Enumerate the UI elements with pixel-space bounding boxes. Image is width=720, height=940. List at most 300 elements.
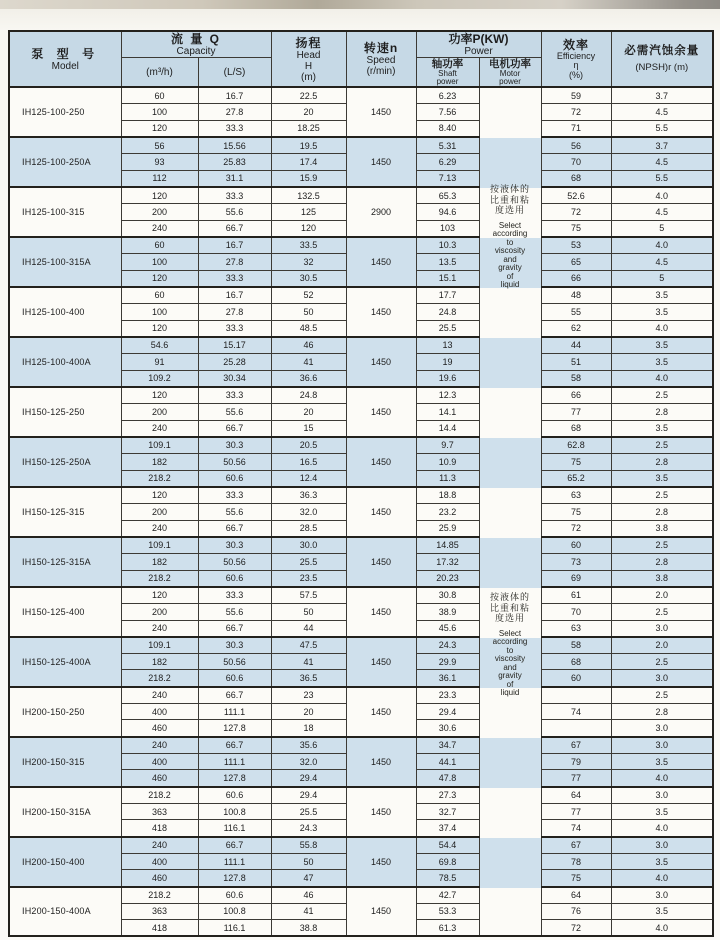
npsh-cell: 4.0 [611, 187, 713, 204]
subheader-ls [198, 58, 271, 88]
shaft-power-cell: 14.4 [416, 420, 479, 437]
npsh-cell: 3.5 [611, 470, 713, 487]
shaft-power-cell: 45.6 [416, 620, 479, 637]
efficiency-cell: 68 [541, 170, 611, 187]
efficiency-cell: 64 [541, 887, 611, 904]
flow-m3h-cell: 120 [121, 587, 198, 604]
head-cell: 25.5 [271, 803, 346, 820]
flow-m3h-cell: 240 [121, 420, 198, 437]
shaft-power-cell: 11.3 [416, 470, 479, 487]
flow-m3h-cell: 400 [121, 753, 198, 770]
shaft-power-cell: 36.1 [416, 670, 479, 687]
flow-m3h-cell: 363 [121, 803, 198, 820]
flow-ls-cell: 30.3 [198, 637, 271, 654]
flow-m3h-cell: 182 [121, 653, 198, 670]
head-cell: 46 [271, 887, 346, 904]
header-efficiency [541, 31, 611, 87]
head-cell: 25.5 [271, 553, 346, 570]
npsh-cell: 3.5 [611, 354, 713, 371]
flow-ls-cell: 50.56 [198, 653, 271, 670]
efficiency-cell: 62 [541, 320, 611, 337]
shaft-power-cell: 61.3 [416, 920, 479, 937]
head-cell: 20 [271, 703, 346, 720]
header-model [9, 31, 121, 87]
model-cell: IH125-100-400A [9, 337, 121, 387]
head-cell: 132.5 [271, 187, 346, 204]
efficiency-cell: 75 [541, 870, 611, 887]
head-cell: 35.6 [271, 737, 346, 754]
efficiency-cell: 69 [541, 570, 611, 587]
flow-ls-cell: 16.7 [198, 287, 271, 304]
flow-ls-cell: 66.7 [198, 737, 271, 754]
speed-cell: 1450 [346, 137, 416, 187]
efficiency-cell: 52.6 [541, 187, 611, 204]
npsh-cell: 5.5 [611, 120, 713, 137]
npsh-cell: 2.5 [611, 603, 713, 620]
header-efficiency-zh: 效率 [563, 37, 590, 52]
npsh-cell: 2.8 [611, 703, 713, 720]
efficiency-cell: 48 [541, 287, 611, 304]
flow-m3h-cell: 93 [121, 154, 198, 171]
head-cell: 20 [271, 403, 346, 420]
flow-ls-cell: 25.83 [198, 154, 271, 171]
npsh-cell: 4.5 [611, 254, 713, 271]
shaft-power-cell: 17.7 [416, 287, 479, 304]
shaft-power-cell: 30.6 [416, 720, 479, 737]
shaft-power-cell: 19.6 [416, 370, 479, 387]
efficiency-cell: 76 [541, 903, 611, 920]
header-speed-zh: 转速n [363, 41, 399, 55]
flow-m3h-cell: 240 [121, 737, 198, 754]
flow-ls-cell: 27.8 [198, 304, 271, 321]
npsh-cell: 3.5 [611, 304, 713, 321]
scan-edge-band [0, 0, 720, 9]
header-head-en: Head [296, 49, 321, 61]
spec-table-body [9, 87, 713, 936]
header-power-zh: 功率P(KW) [448, 32, 509, 46]
header-head-sym: H [304, 60, 313, 72]
flow-m3h-cell: 54.6 [121, 337, 198, 354]
flow-m3h-cell: 460 [121, 720, 198, 737]
npsh-cell: 2.8 [611, 503, 713, 520]
head-cell: 36.3 [271, 487, 346, 504]
efficiency-cell: 73 [541, 553, 611, 570]
efficiency-cell: 72 [541, 920, 611, 937]
efficiency-cell [541, 687, 611, 704]
speed-cell: 1450 [346, 737, 416, 787]
efficiency-cell: 75 [541, 220, 611, 237]
flow-ls-cell: 33.3 [198, 387, 271, 404]
shaft-power-cell: 14.85 [416, 537, 479, 554]
head-cell: 30.5 [271, 270, 346, 287]
flow-m3h-cell: 218.2 [121, 570, 198, 587]
flow-ls-cell: 33.3 [198, 487, 271, 504]
shaft-power-cell: 27.3 [416, 787, 479, 804]
npsh-cell: 4.0 [611, 820, 713, 837]
head-cell: 57.5 [271, 587, 346, 604]
speed-cell: 1450 [346, 237, 416, 287]
npsh-cell: 3.0 [611, 787, 713, 804]
flow-ls-cell: 60.6 [198, 787, 271, 804]
flow-ls-cell: 127.8 [198, 870, 271, 887]
shaft-power-cell: 20.23 [416, 570, 479, 587]
shaft-power-cell: 17.32 [416, 553, 479, 570]
shaft-power-cell: 29.4 [416, 703, 479, 720]
flow-ls-cell: 111.1 [198, 753, 271, 770]
shaft-power-cell: 15.1 [416, 270, 479, 287]
npsh-cell: 4.0 [611, 770, 713, 787]
subheader-shaft-en1: Shaft [438, 69, 457, 78]
shaft-power-cell: 44.1 [416, 753, 479, 770]
efficiency-cell: 61 [541, 587, 611, 604]
efficiency-cell: 74 [541, 820, 611, 837]
npsh-cell: 2.8 [611, 553, 713, 570]
efficiency-cell: 79 [541, 753, 611, 770]
flow-m3h-cell: 363 [121, 903, 198, 920]
flow-m3h-cell: 100 [121, 304, 198, 321]
flow-m3h-cell: 120 [121, 320, 198, 337]
model-cell: IH150-125-315A [9, 537, 121, 587]
speed-cell: 1450 [346, 87, 416, 137]
head-cell: 48.5 [271, 320, 346, 337]
npsh-cell: 3.0 [611, 720, 713, 737]
subheader-motor-power [479, 58, 541, 88]
header-power-en: Power [464, 46, 493, 57]
head-cell: 24.8 [271, 387, 346, 404]
shaft-power-cell: 37.4 [416, 820, 479, 837]
model-cell: IH125-100-250A [9, 137, 121, 187]
shaft-power-cell: 19 [416, 354, 479, 371]
npsh-cell: 3.8 [611, 570, 713, 587]
head-cell: 47 [271, 870, 346, 887]
head-cell: 38.8 [271, 920, 346, 937]
npsh-cell: 4.5 [611, 154, 713, 171]
speed-cell: 1450 [346, 537, 416, 587]
shaft-power-cell: 14.1 [416, 403, 479, 420]
head-cell: 23 [271, 687, 346, 704]
head-cell: 52 [271, 287, 346, 304]
flow-ls-cell: 66.7 [198, 620, 271, 637]
npsh-cell: 2.5 [611, 387, 713, 404]
head-cell: 19.5 [271, 137, 346, 154]
model-cell: IH200-150-315 [9, 737, 121, 787]
efficiency-cell: 59 [541, 87, 611, 104]
head-cell: 23.5 [271, 570, 346, 587]
speed-cell: 1450 [346, 287, 416, 337]
flow-m3h-cell: 218.2 [121, 887, 198, 904]
head-cell: 120 [271, 220, 346, 237]
head-cell: 32.0 [271, 503, 346, 520]
efficiency-cell: 75 [541, 503, 611, 520]
flow-m3h-cell: 109.2 [121, 370, 198, 387]
flow-ls-cell: 16.7 [198, 237, 271, 254]
npsh-cell: 3.5 [611, 420, 713, 437]
header-npsh-zh: 必需汽蚀余量 [624, 45, 700, 57]
subheader-m3h-label: (m³/h) [146, 66, 173, 78]
shaft-power-cell: 103 [416, 220, 479, 237]
efficiency-cell: 60 [541, 670, 611, 687]
shaft-power-cell: 12.3 [416, 387, 479, 404]
efficiency-cell: 58 [541, 637, 611, 654]
head-cell: 24.3 [271, 820, 346, 837]
npsh-cell: 2.5 [611, 487, 713, 504]
shaft-power-cell: 54.4 [416, 837, 479, 854]
flow-m3h-cell: 120 [121, 187, 198, 204]
flow-ls-cell: 60.6 [198, 570, 271, 587]
flow-ls-cell: 30.34 [198, 370, 271, 387]
head-cell: 29.4 [271, 787, 346, 804]
subheader-m3h [121, 58, 198, 88]
head-cell: 18 [271, 720, 346, 737]
model-cell: IH150-125-250A [9, 437, 121, 487]
flow-m3h-cell: 60 [121, 87, 198, 104]
efficiency-cell: 63 [541, 620, 611, 637]
npsh-cell: 2.5 [611, 437, 713, 454]
efficiency-cell: 77 [541, 770, 611, 787]
head-cell: 15 [271, 420, 346, 437]
flow-m3h-cell: 200 [121, 204, 198, 221]
motor-power-note-cell [479, 87, 541, 936]
efficiency-cell: 72 [541, 204, 611, 221]
efficiency-cell: 51 [541, 354, 611, 371]
npsh-cell: 3.0 [611, 670, 713, 687]
model-cell: IH150-125-400 [9, 587, 121, 637]
head-cell: 32 [271, 254, 346, 271]
efficiency-cell: 55 [541, 304, 611, 321]
subheader-ls-label: (L/S) [223, 66, 246, 78]
head-cell: 46 [271, 337, 346, 354]
shaft-power-cell: 30.8 [416, 587, 479, 604]
flow-m3h-cell: 100 [121, 254, 198, 271]
flow-ls-cell: 30.3 [198, 437, 271, 454]
npsh-cell: 3.5 [611, 287, 713, 304]
flow-ls-cell: 16.7 [198, 87, 271, 104]
head-cell: 33.5 [271, 237, 346, 254]
shaft-power-cell: 10.3 [416, 237, 479, 254]
flow-ls-cell: 66.7 [198, 420, 271, 437]
model-cell: IH150-125-315 [9, 487, 121, 537]
header-head [271, 31, 346, 87]
flow-m3h-cell: 56 [121, 137, 198, 154]
flow-m3h-cell: 240 [121, 220, 198, 237]
flow-ls-cell: 66.7 [198, 220, 271, 237]
flow-ls-cell: 60.6 [198, 670, 271, 687]
flow-m3h-cell: 112 [121, 170, 198, 187]
flow-m3h-cell: 240 [121, 520, 198, 537]
npsh-cell: 4.0 [611, 920, 713, 937]
efficiency-cell: 70 [541, 154, 611, 171]
flow-m3h-cell: 218.2 [121, 670, 198, 687]
head-cell: 47.5 [271, 637, 346, 654]
npsh-cell: 2.8 [611, 453, 713, 470]
header-capacity [121, 31, 271, 58]
head-cell: 20 [271, 104, 346, 121]
efficiency-cell: 72 [541, 104, 611, 121]
npsh-cell: 4.5 [611, 204, 713, 221]
speed-cell: 1450 [346, 787, 416, 837]
head-cell: 41 [271, 354, 346, 371]
table-header [9, 31, 713, 87]
model-cell: IH200-150-400A [9, 887, 121, 937]
flow-m3h-cell: 240 [121, 620, 198, 637]
subheader-shaft-en2: power [436, 77, 459, 86]
efficiency-cell: 77 [541, 803, 611, 820]
head-cell: 50 [271, 304, 346, 321]
flow-ls-cell: 27.8 [198, 254, 271, 271]
efficiency-cell: 44 [541, 337, 611, 354]
head-cell: 30.0 [271, 537, 346, 554]
head-cell: 32.0 [271, 753, 346, 770]
subheader-motor-zh: 电机功率 [489, 58, 532, 70]
head-cell: 125 [271, 204, 346, 221]
flow-m3h-cell: 100 [121, 104, 198, 121]
npsh-cell: 3.5 [611, 337, 713, 354]
efficiency-cell [541, 720, 611, 737]
shaft-power-cell: 32.7 [416, 803, 479, 820]
model-cell: IH125-100-315A [9, 237, 121, 287]
flow-m3h-cell: 218.2 [121, 787, 198, 804]
header-efficiency-sym: η [573, 60, 579, 71]
efficiency-cell: 62.8 [541, 437, 611, 454]
head-cell: 36.6 [271, 370, 346, 387]
flow-ls-cell: 55.6 [198, 403, 271, 420]
header-efficiency-en: Efficiency [556, 50, 596, 61]
flow-m3h-cell: 400 [121, 853, 198, 870]
shaft-power-cell: 65.3 [416, 187, 479, 204]
flow-m3h-cell: 60 [121, 237, 198, 254]
flow-ls-cell: 15.56 [198, 137, 271, 154]
motor-selection-note: 按液体的 比重和粘 度选用 Select according to viscosity and gravity of liquid [490, 184, 531, 289]
model-cell: IH200-150-400 [9, 837, 121, 887]
npsh-cell: 4.0 [611, 237, 713, 254]
flow-ls-cell: 127.8 [198, 720, 271, 737]
npsh-cell: 3.7 [611, 87, 713, 104]
npsh-cell: 4.0 [611, 320, 713, 337]
speed-cell: 1450 [346, 337, 416, 387]
npsh-cell: 3.5 [611, 803, 713, 820]
flow-ls-cell: 60.6 [198, 470, 271, 487]
npsh-cell: 2.8 [611, 403, 713, 420]
efficiency-cell: 66 [541, 387, 611, 404]
speed-cell: 1450 [346, 687, 416, 737]
shaft-power-cell: 25.5 [416, 320, 479, 337]
model-cell: IH125-100-315 [9, 187, 121, 237]
speed-cell: 1450 [346, 387, 416, 437]
flow-ls-cell: 33.3 [198, 587, 271, 604]
shaft-power-cell: 94.6 [416, 204, 479, 221]
shaft-power-cell: 6.29 [416, 154, 479, 171]
head-cell: 15.9 [271, 170, 346, 187]
flow-ls-cell: 30.3 [198, 537, 271, 554]
npsh-cell: 2.5 [611, 687, 713, 704]
flow-ls-cell: 15.17 [198, 337, 271, 354]
model-cell: IH150-125-400A [9, 637, 121, 687]
shaft-power-cell: 13 [416, 337, 479, 354]
model-cell: IH150-125-250 [9, 387, 121, 437]
efficiency-cell: 63 [541, 487, 611, 504]
shaft-power-cell: 38.9 [416, 603, 479, 620]
npsh-cell: 5 [611, 220, 713, 237]
speed-cell: 1450 [346, 887, 416, 937]
flow-m3h-cell: 109.1 [121, 637, 198, 654]
flow-ls-cell: 111.1 [198, 853, 271, 870]
efficiency-cell: 68 [541, 420, 611, 437]
shaft-power-cell: 24.3 [416, 637, 479, 654]
head-cell: 50 [271, 853, 346, 870]
speed-cell: 1450 [346, 837, 416, 887]
head-cell: 28.5 [271, 520, 346, 537]
head-cell: 17.4 [271, 154, 346, 171]
flow-ls-cell: 60.6 [198, 887, 271, 904]
flow-m3h-cell: 218.2 [121, 470, 198, 487]
npsh-cell: 3.5 [611, 753, 713, 770]
npsh-cell: 5.5 [611, 170, 713, 187]
flow-m3h-cell: 120 [121, 487, 198, 504]
shaft-power-cell: 53.3 [416, 903, 479, 920]
speed-cell: 2900 [346, 187, 416, 237]
efficiency-cell: 65 [541, 254, 611, 271]
flow-ls-cell: 116.1 [198, 920, 271, 937]
efficiency-cell: 77 [541, 403, 611, 420]
model-cell: IH125-100-250 [9, 87, 121, 137]
header-head-unit: (m) [301, 71, 317, 83]
header-efficiency-unit: (%) [569, 69, 584, 80]
efficiency-cell: 71 [541, 120, 611, 137]
speed-cell: 1450 [346, 487, 416, 537]
npsh-cell: 2.0 [611, 587, 713, 604]
flow-m3h-cell: 240 [121, 837, 198, 854]
flow-ls-cell: 25.28 [198, 354, 271, 371]
flow-ls-cell: 31.1 [198, 170, 271, 187]
shaft-power-cell: 25.9 [416, 520, 479, 537]
shaft-power-cell: 24.8 [416, 304, 479, 321]
npsh-cell: 3.5 [611, 903, 713, 920]
npsh-cell: 3.0 [611, 887, 713, 904]
shaft-power-cell: 10.9 [416, 453, 479, 470]
speed-cell: 1450 [346, 587, 416, 637]
header-capacity-en: Capacity [176, 46, 216, 57]
npsh-cell: 2.5 [611, 653, 713, 670]
flow-m3h-cell: 91 [121, 354, 198, 371]
subheader-motor-en2: power [499, 77, 521, 86]
head-cell: 18.25 [271, 120, 346, 137]
efficiency-cell: 72 [541, 520, 611, 537]
header-speed [346, 31, 416, 87]
flow-ls-cell: 50.56 [198, 453, 271, 470]
head-cell: 16.5 [271, 453, 346, 470]
efficiency-cell: 68 [541, 653, 611, 670]
npsh-cell: 3.8 [611, 520, 713, 537]
head-cell: 41 [271, 653, 346, 670]
efficiency-cell: 64 [541, 787, 611, 804]
shaft-power-cell: 42.7 [416, 887, 479, 904]
flow-m3h-cell: 418 [121, 820, 198, 837]
flow-m3h-cell: 200 [121, 603, 198, 620]
motor-selection-note: 按液体的 比重和粘 度选用 Select according to viscosity and gravity of liquid [490, 592, 531, 697]
efficiency-cell: 75 [541, 453, 611, 470]
head-cell: 55.8 [271, 837, 346, 854]
npsh-cell: 5 [611, 270, 713, 287]
efficiency-cell: 67 [541, 837, 611, 854]
flow-m3h-cell: 460 [121, 770, 198, 787]
model-cell: IH125-100-400 [9, 287, 121, 337]
efficiency-cell: 66 [541, 270, 611, 287]
shaft-power-cell: 18.8 [416, 487, 479, 504]
speed-cell: 1450 [346, 637, 416, 687]
flow-ls-cell: 116.1 [198, 820, 271, 837]
shaft-power-cell: 7.13 [416, 170, 479, 187]
shaft-power-cell: 9.7 [416, 437, 479, 454]
